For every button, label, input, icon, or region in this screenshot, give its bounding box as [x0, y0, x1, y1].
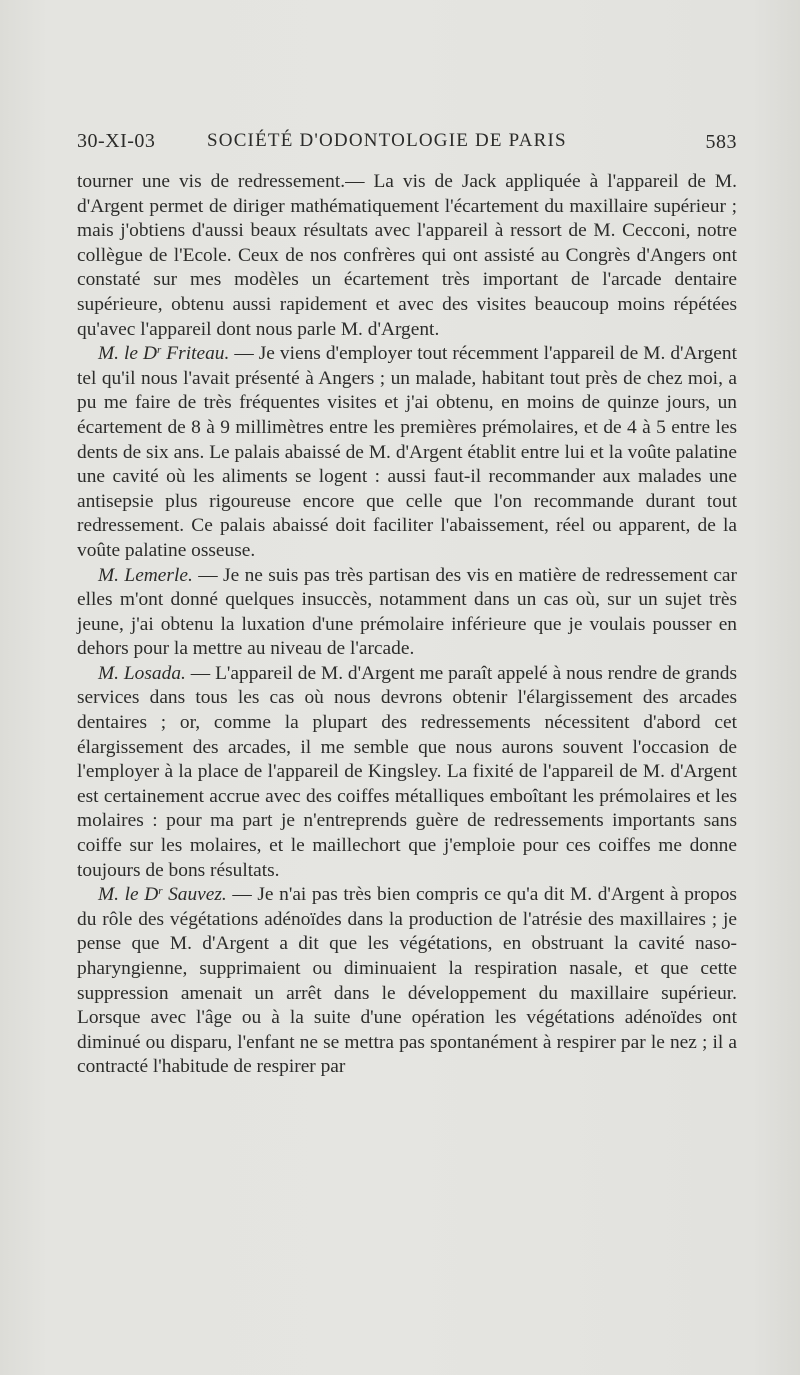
paragraph-sauvez: [77, 883, 737, 1080]
paragraph-text: — Je n'ai pas très bien compris ce qu'a dit M. d'Argent à propos du rôle des végétations adénoïdes dans la production de l'atrésie des maxillaires ; je pense que M. d'Argent a dit que les végétations, en obstruant la cavité naso-pharyngienne, supprimaient ou diminuaient la respiration nasale, et que cette suppression amenait un arrêt dans le développement du maxillaire supérieur. Lorsque avec l'âge ou à la suite d'une opération les végétations adénoïdes ont diminué ou disparu, l'enfant ne se mettra pas spontanément à respirer par le nez ; il a contracté l'habitude de respirer par: [77, 884, 737, 1078]
speaker-surname: Sauvez.: [162, 884, 227, 906]
speaker-prefix: M. le D: [98, 343, 158, 365]
page-number: 583: [705, 131, 737, 153]
speaker-name: [98, 884, 227, 905]
paragraph-text: — L'appareil de M. d'Argent me paraît appelé à nous rendre de grands services dans tous les cas où nous devrons obtenir l'élargissement des arcades dentaires ; or, comme la plupart des redressements nécessitent d'abord cet élargissement des arcades, il me semble que nous aurons souvent l'occasion de l'employer à la place de l'appareil de Kingsley. La fixité de l'appareil de M. d'Argent est certainement accrue avec des coiffes métalliques emboîtant les prémolaires et les molaires : pour ma part je n'entreprends guère de redressements importants sans coiffe sur les molaires, et le maillechort que j'emploie pour ces coiffes me donne toujours de bons résultats.: [77, 662, 738, 881]
paragraph-text: — Je viens d'employer tout récemment l'appareil de M. d'Argent tel qu'il nous l'avait présenté à Angers ; un malade, habitant tout près de chez moi, a pu me faire de très fréquentes visites et j'ai obtenu, en moins de quinze jours, un écartement de 8 à 9 millimètres entre les premières prémolaires, et de 4 à 5 entre les dents de six ans. Le palais abaissé de M. d'Argent établit entre lui et la voûte palatine une cavité où les aliments se logent : aussi faut-il recommander aux malades une antisepsie plus rigoureuse encore que celle que l'on recommande durant tout redressement. Ce palais abaissé doit faciliter l'abaissement, réel ou apparent, de la voûte palatine osseuse.: [77, 343, 737, 561]
paragraph-text: tourner une vis de redressement.— La vis de Jack appliquée à l'appareil de M. d'Argent permet de diriger mathématiquement l'écartement du maxillaire supérieur ; mais j'obtiens d'aussi beaux résultats avec l'appareil à ressort de M. Cecconi, notre collègue de l'Ecole. Ceux de nos confrères qui ont assisté au Congrès d'Angers ont constaté sur mes modèles un écartement très important de l'arcade dentaire supérieure, obtenu aussi rapidement et avec des visites beaucoup moins répétées qu'avec l'appareil dont nous parle M. d'Argent.: [77, 171, 737, 340]
paragraph-text: — Je ne suis pas très partisan des vis en matière de redressement car elles m'ont donné quelques insuccès, notamment dans un cas où, sur un sujet très jeune, j'ai obtenu la luxation d'une prémolaire inférieure que je voulais pousser en dehors pour la mettre au niveau de l'arcade.: [77, 564, 737, 660]
speaker-superscript: r: [157, 344, 162, 357]
speaker-surname: Friteau.: [161, 343, 230, 365]
paragraph-continuation: [77, 170, 737, 342]
running-header: [77, 130, 737, 158]
speaker-name: M. Losada.: [98, 662, 186, 684]
header-title: SOCIÉTÉ D'ODONTOLOGIE DE PARIS: [207, 130, 567, 151]
paragraph-friteau: [77, 342, 737, 563]
speaker-superscript: r: [158, 885, 163, 898]
header-date: 30-XI-03: [77, 130, 156, 152]
speaker-name: [98, 343, 229, 364]
paragraph-losada: [77, 662, 737, 883]
body-text: [77, 170, 737, 1080]
paragraph-lemerle: [77, 564, 737, 662]
speaker-name: M. Lemerle.: [98, 564, 193, 586]
speaker-prefix: M. le D: [98, 884, 159, 906]
